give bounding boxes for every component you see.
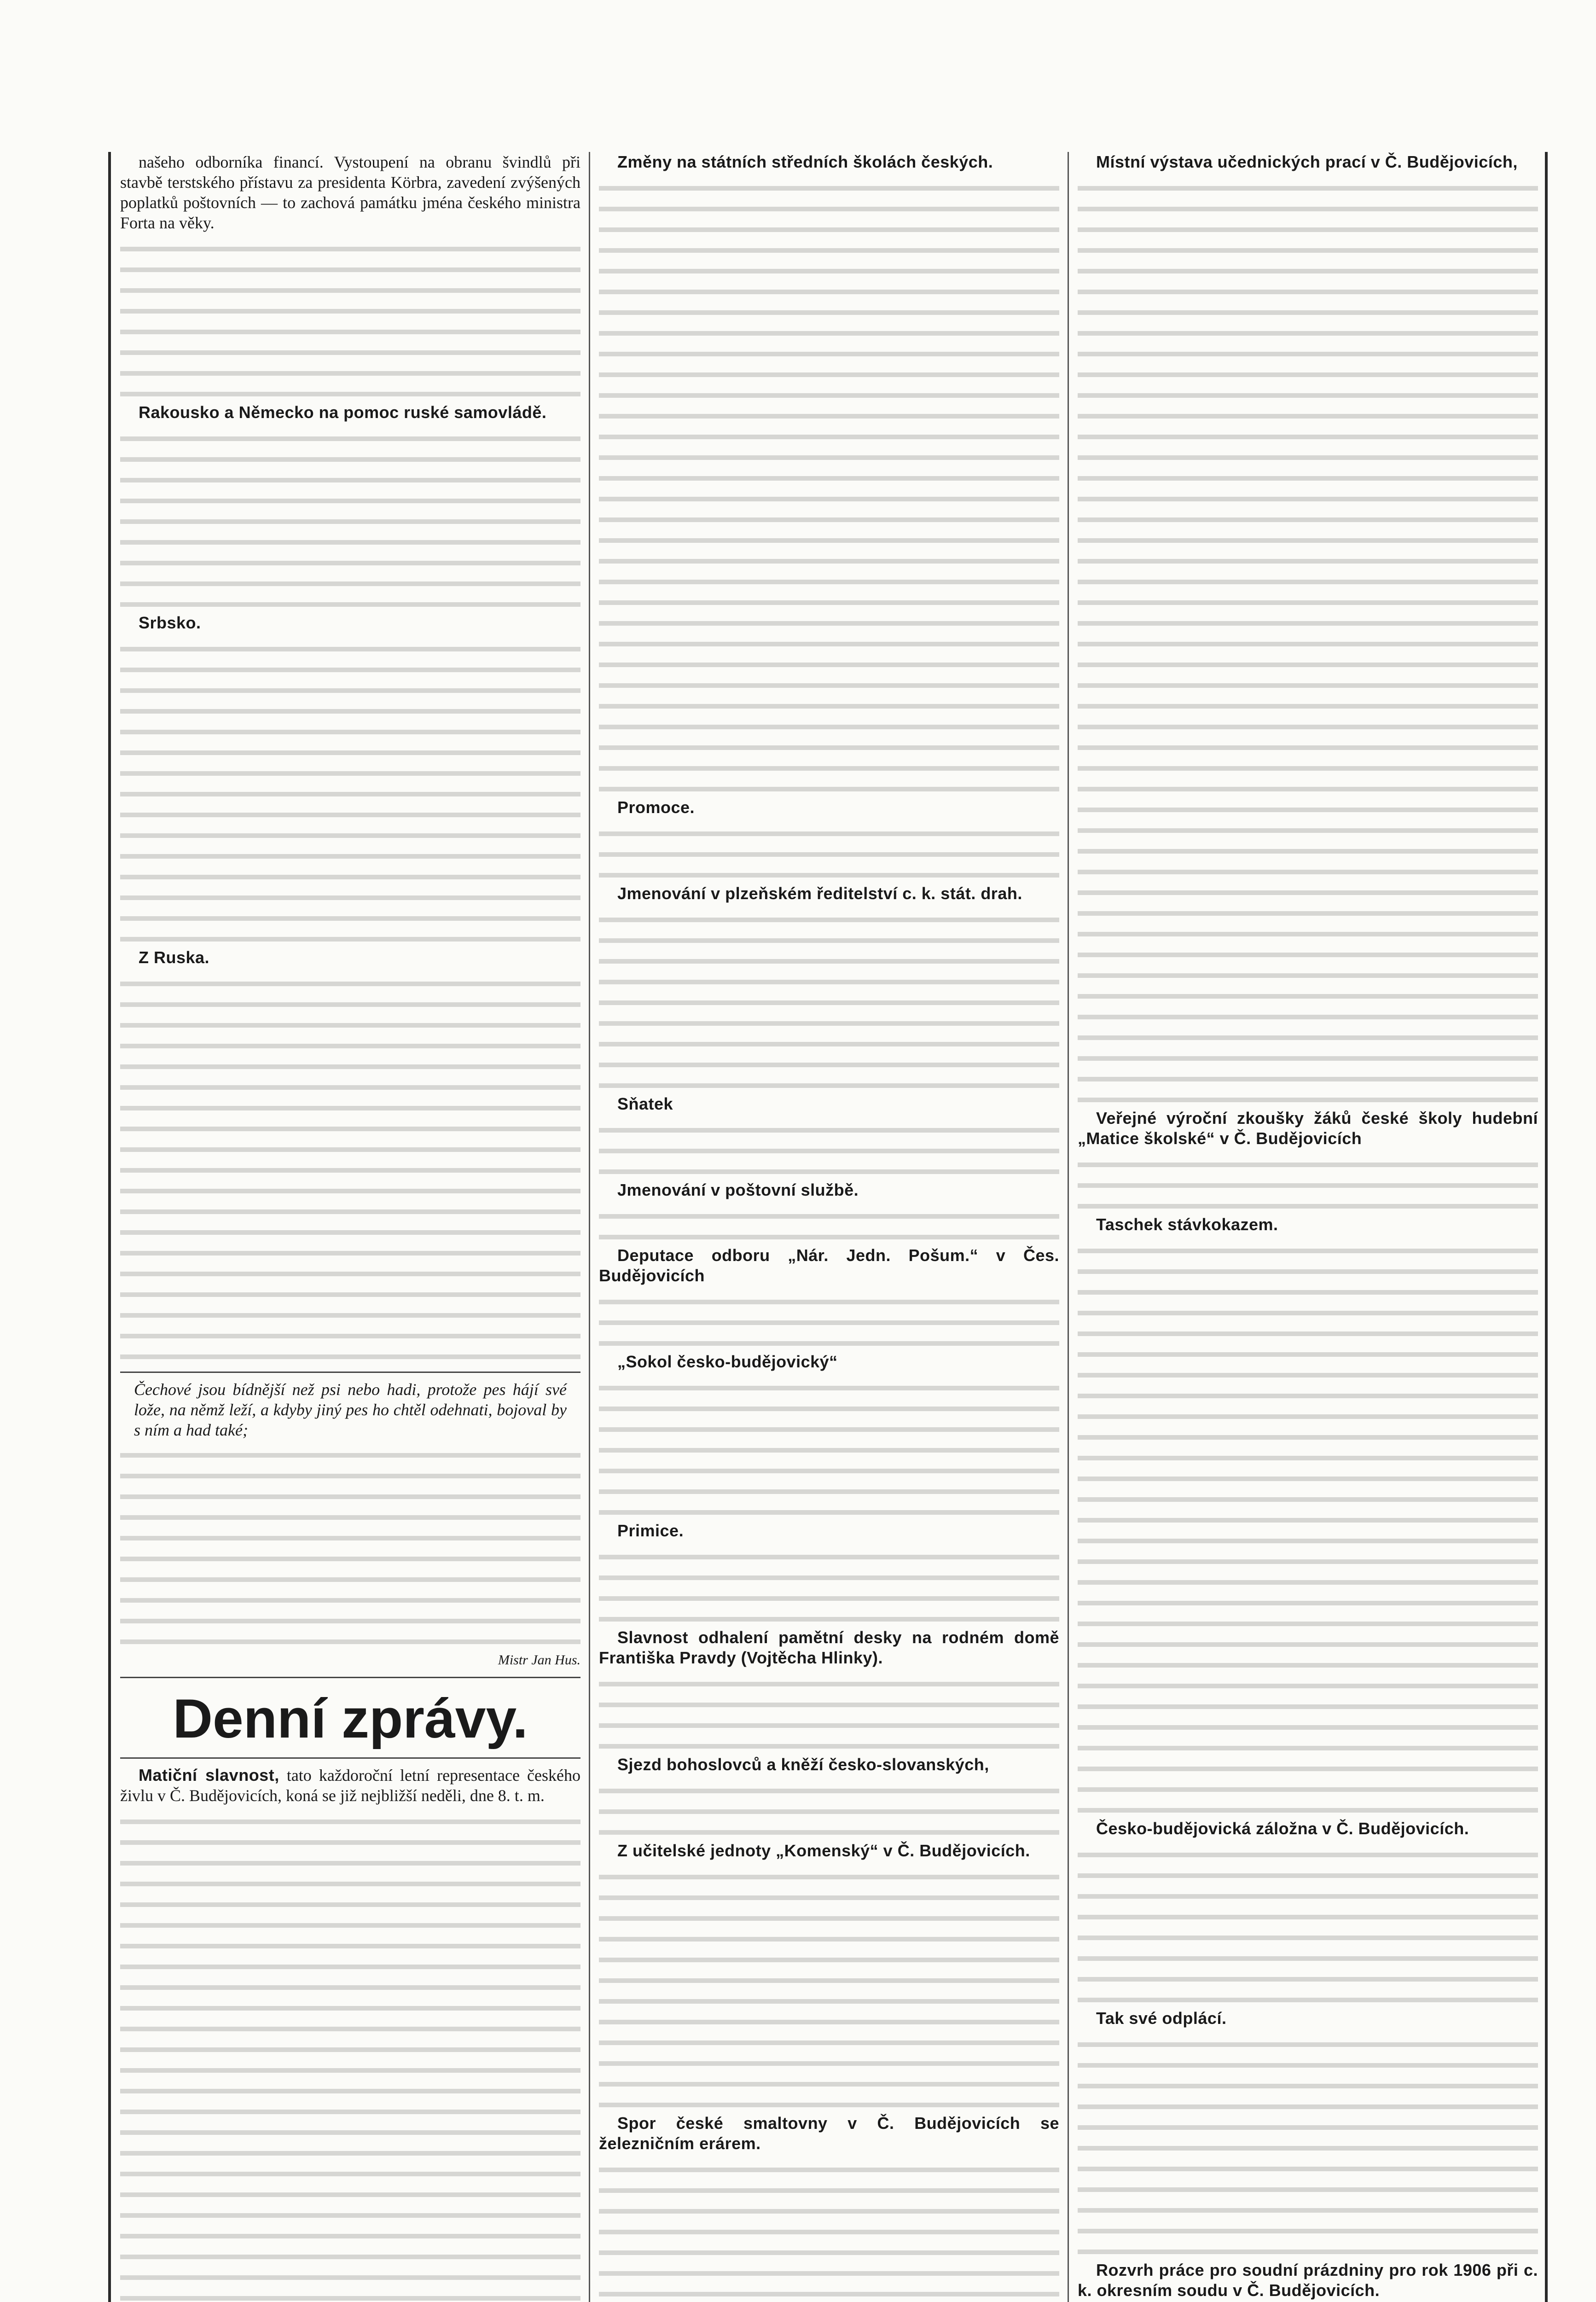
heading-srbsko: Srbsko.	[139, 613, 201, 632]
quote-signature: Mistr Jan Hus.	[498, 1652, 580, 1668]
heading-tak: Tak své odplácí.	[1096, 2009, 1227, 2028]
heading-vystava: Místní výstava učednických prací v Č. Budějovicích,	[1096, 152, 1518, 171]
heading-zalozna: Česko-budějovická záložna v Č. Budějovicích.	[1096, 1819, 1469, 1838]
heading-z-ruska: Z Ruska.	[139, 948, 210, 967]
section-title: Denní zprávy.	[173, 1688, 528, 1750]
heading-sjezd: Sjezd bohoslovců a kněží česko-slovanských,	[617, 1755, 989, 1774]
column-divider	[589, 152, 590, 2302]
column-3	[1078, 152, 1538, 2302]
heading-jmenovani-posta: Jmenování v poštovní službě.	[617, 1180, 859, 1199]
heading-primice: Primice.	[617, 1521, 684, 1540]
heading-komensky: Z učitelské jednoty „Komenský“ v Č. Budějovicích.	[617, 1841, 1030, 1860]
heading-jmenovani-plzen: Jmenování v plzeňském ředitelství c. k. stát. drah.	[617, 884, 1022, 903]
separator	[120, 1372, 580, 1373]
heading-deska: Slavnost odhalení pamětní desky na rodném domě Františka Pravdy (Vojtěcha Hlinky).	[599, 1628, 1059, 1667]
heading-zmeny: Změny na státních středních školách českých.	[617, 152, 993, 171]
column-divider	[1068, 152, 1069, 2302]
separator	[120, 1757, 580, 1759]
heading-zkousky: Veřejné výroční zkoušky žáků české školy hudební „Matice školské“ v Č. Budějovicích	[1078, 1109, 1538, 1148]
hus-quote: Čechové jsou bídnější než psi nebo hadi, protože pes hájí své lože, na němž leží, a kdyby jiný pes ho chtěl odehnati, bojoval by s ním a had také;	[134, 1380, 567, 1439]
column-1	[120, 152, 580, 2302]
separator	[120, 1677, 580, 1678]
heading-spor: Spor české smaltovny v Č. Budějovicích se železničním erárem.	[599, 2114, 1059, 2153]
heading-snatek: Sňatek	[617, 1094, 673, 1113]
intro-paragraph: našeho odborníka financí. Vystoupení na obranu švindlů při stavbě terstského přístavu za presidenta Körbra, zavedení zvýšených poplatků poštovních — to zachová památku jména českého ministra Forta na věky.	[120, 153, 580, 232]
column-2	[599, 152, 1059, 2302]
newspaper-page	[108, 152, 1548, 2302]
heading-deputace: Deputace odboru „Nár. Jedn. Pošum.“ v Čes. Budějovicích	[599, 1246, 1059, 1285]
heading-rakousko: Rakousko a Německo na pomoc ruské samovládě.	[139, 403, 547, 422]
heading-taschek: Taschek stávkokazem.	[1096, 1215, 1278, 1234]
heading-prazdniny: Rozvrh práce pro soudní prázdniny pro rok 1906 při c. k. okresním soudu v Č. Budějovicích.	[1078, 2261, 1538, 2300]
heading-sokol: „Sokol česko-budějovický“	[617, 1352, 838, 1371]
heading-maticni: Matiční slavnost,	[139, 1766, 279, 1785]
heading-promoce: Promoce.	[617, 798, 695, 817]
maticni-text: tato každoroční letní representace českého živlu v Č. Budějovicích, koná se již nejbližší neděli, dne 8. t. m.	[120, 1766, 580, 1805]
